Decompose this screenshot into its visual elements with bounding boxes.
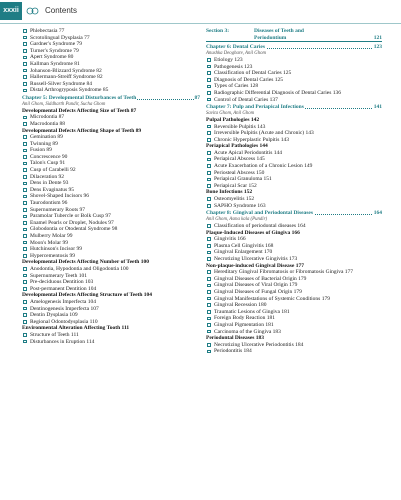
toc-entry-text: Macrodontia 88 [30, 120, 65, 127]
toc-entry [22, 114, 200, 121]
toc-entry [206, 243, 382, 250]
toc-entry [22, 233, 200, 240]
checkbox-bullet-icon [207, 158, 211, 162]
toc-entry-text: Dens Evaginatus 95 [30, 186, 74, 193]
checkbox-bullet-icon [23, 320, 27, 324]
toc-entry [206, 163, 382, 170]
toc-right-column [206, 28, 382, 355]
page-number: xxxii [0, 2, 22, 20]
checkbox-bullet-icon [23, 300, 27, 304]
toc-entry-text: Irreversible Pulpitis (Acute and Chronic) 143 [214, 130, 314, 137]
toc-entry [206, 97, 382, 104]
section-title-line1: Diseases of Teeth and [254, 28, 304, 34]
toc-entry [22, 87, 200, 94]
checkbox-bullet-icon [23, 122, 27, 126]
checkbox-bullet-icon [207, 323, 211, 327]
checkbox-bullet-icon [207, 58, 211, 62]
checkbox-bullet-icon [23, 135, 27, 139]
toc-entry-text: Gingival Manifestations of Systemic Conditions 179 [214, 295, 330, 302]
checkbox-bullet-icon [207, 290, 211, 294]
checkbox-bullet-icon [207, 204, 211, 208]
toc-entry [206, 83, 382, 90]
checkbox-bullet-icon [207, 277, 211, 281]
section-page: 121 [373, 34, 382, 41]
checkbox-bullet-icon [207, 197, 211, 201]
toc-entry-text: SAPHO Syndrome 163 [214, 202, 266, 209]
toc-entry-text: Structure of Teeth 111 [30, 331, 79, 338]
toc-entry-text: Radiographic Differential Diagnosis of Dental Caries 136 [214, 89, 341, 96]
checkbox-bullet-icon [207, 65, 211, 69]
checkbox-bullet-icon [23, 62, 27, 66]
toc-entry [206, 348, 382, 355]
toc-left-column [22, 28, 200, 345]
toc-entry-text: Acute Exacerbation of a Chronic Lesion 149 [214, 163, 313, 170]
checkbox-bullet-icon [207, 171, 211, 175]
toc-entry [22, 174, 200, 181]
toc-entry-text: Post-permanent Dentition 104 [30, 285, 97, 292]
toc-entry-text: Foreign Body Reaction 181 [214, 315, 275, 322]
chapter-heading [206, 210, 382, 217]
toc-entry [206, 296, 382, 303]
chapter-title: Chapter 7: Pulp and Periapical Infections [206, 104, 304, 111]
header-rule [0, 23, 401, 24]
toc-entry [206, 196, 382, 203]
checkbox-bullet-icon [23, 149, 27, 153]
toc-entry [22, 35, 200, 42]
checkbox-bullet-icon [207, 91, 211, 95]
toc-entry [22, 187, 200, 194]
toc-entry-text: Etiology 123 [214, 56, 243, 63]
toc-entry [22, 299, 200, 306]
toc-entry-text: Pathogenesis 123 [214, 63, 253, 70]
checkbox-bullet-icon [23, 75, 27, 79]
checkbox-bullet-icon [23, 280, 27, 284]
toc-entry [206, 249, 382, 256]
toc-entry-text: Russell-Silver Syndrome 84 [30, 80, 93, 87]
toc-subheading: Developmental Defects Affecting Number of Teeth 100 [22, 259, 149, 266]
toc-entry-text: Regional Odontodysplasia 110 [30, 318, 98, 325]
checkbox-bullet-icon [23, 36, 27, 40]
toc-subheading: Non-plaque-induced Gingival Disease 177 [206, 262, 304, 269]
toc-entry [206, 236, 382, 243]
checkbox-bullet-icon [23, 215, 27, 219]
toc-entry-text: Cusp of Carabelli 92 [30, 167, 76, 174]
checkbox-bullet-icon [23, 340, 27, 344]
toc-entry-text: Moon's Molar 99 [30, 239, 68, 246]
section-label: Section 3: [206, 28, 230, 34]
toc-entry [22, 306, 200, 313]
toc-entry [206, 342, 382, 349]
checkbox-bullet-icon [207, 224, 211, 228]
chapter-title: Chapter 5: Developmental Disturbances of Teeth [22, 95, 137, 102]
toc-right-entries [206, 43, 382, 355]
checkbox-bullet-icon [23, 56, 27, 60]
checkbox-bullet-icon [207, 125, 211, 129]
checkbox-bullet-icon [207, 244, 211, 248]
toc-entry [22, 266, 200, 273]
toc-entry [206, 269, 382, 276]
checkbox-bullet-icon [23, 307, 27, 311]
toc-subheading: Periodontal Diseases 183 [206, 335, 265, 342]
toc-entry-text: Gardner's Syndrome 79 [30, 41, 83, 48]
checkbox-bullet-icon [207, 237, 211, 241]
toc-entry-text: Hallermann-Streiff Syndrome 82 [30, 74, 103, 81]
checkbox-bullet-icon [207, 317, 211, 321]
checkbox-bullet-icon [207, 270, 211, 274]
toc-entry [206, 57, 382, 64]
checkbox-bullet-icon [23, 142, 27, 146]
toc-entry-text: Diagnosis of Dental Caries 125 [214, 76, 284, 83]
toc-entry [22, 167, 200, 174]
toc-entry-text: Hereditary Gingival Fibromatosis or Fibromatosis Gingiva 177 [214, 269, 354, 276]
chapter-page: 123 [373, 44, 382, 51]
checkbox-bullet-icon [23, 188, 27, 192]
toc-entry-text: Kallman Syndrome 81 [30, 60, 80, 67]
checkbox-bullet-icon [23, 221, 27, 225]
toc-entry-text: Dentinogenesis Imperfecta 107 [30, 305, 99, 312]
toc-entry-text: Supernumerary Teeth 101 [30, 272, 87, 279]
toc-entry [22, 286, 200, 293]
toc-entry [22, 147, 200, 154]
checkbox-bullet-icon [23, 228, 27, 232]
toc-entry-text: Supernumerary Roots 97 [30, 206, 85, 213]
toc-entry [22, 253, 200, 260]
toc-entry-text: Periodontitis 184 [214, 348, 252, 355]
checkbox-bullet-icon [23, 49, 27, 53]
ornament-icon [26, 5, 40, 17]
toc-entry [206, 170, 382, 177]
chapter-authors: Anil Ghom, Asma kala (Pundir) [206, 217, 268, 222]
checkbox-bullet-icon [207, 71, 211, 75]
chapter-title: Chapter 8: Gingival and Periodontal Diseases [206, 210, 314, 217]
toc-entry [22, 121, 200, 128]
toc-entry-text: Periapical Abscess 145 [214, 156, 265, 163]
toc-entry-text: Twinning 89 [30, 140, 58, 147]
chapter-heading [206, 104, 382, 111]
toc-entry [206, 223, 382, 230]
checkbox-bullet-icon [207, 297, 211, 301]
toc-entry [22, 332, 200, 339]
toc-entry [22, 312, 200, 319]
checkbox-bullet-icon [207, 330, 211, 334]
checkbox-bullet-icon [207, 85, 211, 89]
toc-entry [22, 61, 200, 68]
toc-entry [22, 180, 200, 187]
chapter-page: 164 [373, 210, 382, 217]
checkbox-bullet-icon [23, 29, 27, 33]
toc-entry [22, 154, 200, 161]
toc-subheading: Developmental Defects Affecting Shape of Teeth 89 [22, 127, 142, 134]
toc-entry-text: Dentin Dysplasia 109 [30, 312, 78, 319]
checkbox-bullet-icon [207, 184, 211, 188]
toc-entry [206, 130, 382, 137]
toc-entry-text: Classification of periodontal diseases 164 [214, 223, 306, 229]
checkbox-bullet-icon [207, 257, 211, 261]
toc-entry-text: Classification of Dental Caries 125 [214, 70, 292, 77]
toc-entry [206, 90, 382, 97]
toc-subheading: Environmental Alteration Affecting Tooth 111 [22, 325, 130, 332]
checkbox-bullet-icon [23, 69, 27, 73]
toc-entry-text: Phlebectasia 77 [30, 28, 65, 34]
toc-entry-text: Distal Arthrogryposis Syndrome 85 [30, 87, 109, 94]
toc-entry [22, 213, 200, 220]
section-rule [206, 41, 382, 42]
toc-entry [206, 329, 382, 336]
checkbox-bullet-icon [23, 201, 27, 205]
toc-entry-text: Necrotizing Ulcerative Gingivitis 173 [214, 255, 298, 262]
chapter-authors: Anushka Deoghare, Anil Ghom [206, 50, 266, 56]
toc-entry [206, 183, 382, 190]
checkbox-bullet-icon [23, 313, 27, 317]
toc-entry-text: Anodontia, Hypodontia and Oligodontia 100 [30, 265, 129, 272]
chapter-heading [22, 95, 200, 102]
toc-entry [206, 70, 382, 77]
chapter-page: 87 [194, 95, 200, 102]
checkbox-bullet-icon [207, 164, 211, 168]
checkbox-bullet-icon [207, 284, 211, 288]
chapter-title: Chapter 6: Dental Caries [206, 44, 266, 51]
toc-entry-text: Gingival Diseases of Bacterial Origin 179 [214, 275, 307, 282]
toc-entry-text: Johanson-Blizzard Syndrome 82 [30, 67, 102, 74]
checkbox-bullet-icon [207, 138, 211, 142]
checkbox-bullet-icon [23, 247, 27, 251]
toc-entry-text: Shovel-Shaped Incisors 96 [30, 193, 89, 200]
toc-entry [22, 193, 200, 200]
toc-entry-text: Periapical Scar 152 [214, 182, 257, 189]
toc-subheading: Periapical Pathologies 144 [206, 143, 268, 150]
checkbox-bullet-icon [23, 208, 27, 212]
toc-entry-text: Gingival Diseases of Viral Origin 179 [214, 282, 298, 289]
chapter-page: 141 [373, 104, 382, 111]
toc-entry-text: Carcinoma of the Gingiva 183 [214, 328, 281, 335]
section-title-line2: Periodontium [254, 34, 287, 41]
toc-entry [22, 134, 200, 141]
checkbox-bullet-icon [207, 350, 211, 354]
checkbox-bullet-icon [207, 310, 211, 314]
toc-entry-text: Traumatic Lesions of Gingiva 181 [214, 308, 290, 315]
toc-entry-text: Periosteal Abscess 150 [214, 169, 265, 176]
toc-entry-text: Disturbances in Eruption 114 [30, 338, 95, 345]
checkbox-bullet-icon [207, 178, 211, 182]
checkbox-bullet-icon [207, 303, 211, 307]
toc-entry-text: Fusion 89 [30, 147, 52, 154]
toc-entry-text: Microdontia 87 [30, 114, 65, 121]
toc-entry [22, 141, 200, 148]
toc-entry-text: Concrescence 90 [30, 153, 68, 160]
chapter-heading [206, 44, 382, 51]
toc-entry-text: Osteomyelitis 152 [214, 196, 255, 203]
checkbox-bullet-icon [23, 287, 27, 291]
toc-entry-text: Plasma Cell Gingivitis 168 [214, 242, 274, 249]
toc-entry [206, 282, 382, 289]
toc-entry [206, 309, 382, 316]
toc-entry [22, 28, 200, 35]
toc-entry-text: Periapical Granuloma 151 [214, 176, 272, 183]
toc-entry [22, 207, 200, 214]
toc-entry [206, 289, 382, 296]
checkbox-bullet-icon [23, 234, 27, 238]
checkbox-bullet-icon [207, 78, 211, 82]
toc-entry-text: Hypercementosis 99 [30, 252, 76, 259]
checkbox-bullet-icon [23, 155, 27, 159]
toc-entry-text: Taurodontism 96 [30, 200, 68, 207]
checkbox-bullet-icon [23, 168, 27, 172]
toc-entry-text: Control of Dental Caries 137 [214, 96, 278, 103]
checkbox-bullet-icon [207, 151, 211, 155]
checkbox-bullet-icon [23, 182, 27, 186]
toc-entry-text: Necrotizing Ulcerative Periodontitis 184 [214, 341, 304, 348]
checkbox-bullet-icon [23, 254, 27, 258]
checkbox-bullet-icon [23, 333, 27, 337]
toc-entry-text: Reversible Pulpitis 143 [214, 123, 266, 130]
toc-entry-text: Gingival Pigmentation 181 [214, 321, 274, 328]
toc-entry-text: Enamel Pearls or Droplet, Nodules 97 [30, 219, 114, 226]
page-header [0, 0, 401, 22]
toc-entry [206, 302, 382, 309]
toc-entry [206, 256, 382, 263]
toc-entry-text: Dens in Dente 93 [30, 180, 69, 187]
toc-entry [22, 240, 200, 247]
checkbox-bullet-icon [23, 195, 27, 199]
toc-entry [206, 322, 382, 329]
checkbox-bullet-icon [207, 98, 211, 102]
checkbox-bullet-icon [23, 241, 27, 245]
toc-entry [22, 74, 200, 81]
toc-entry [206, 150, 382, 157]
toc-entry-text: Dilaceration 92 [30, 173, 65, 180]
toc-entry-text: Talon's Cusp 91 [30, 160, 66, 167]
chapter-authors: Anil Ghom, Siddharth Pundir, Sucha Ghom [22, 101, 106, 107]
checkbox-bullet-icon [23, 42, 27, 46]
toc-entry-text: Apert Syndrome 80 [30, 54, 74, 61]
toc-subheading: Bone Infections 152 [206, 189, 253, 196]
checkbox-bullet-icon [23, 274, 27, 278]
toc-entry [206, 137, 382, 144]
checkbox-bullet-icon [23, 162, 27, 166]
toc-entry [22, 273, 200, 280]
toc-entry [22, 220, 200, 227]
toc-subheading: Developmental Defects Affecting Structure of Teeth 104 [22, 292, 153, 299]
page-title: Contents [45, 6, 78, 15]
toc-subheading: Pulpal Pathologies 142 [206, 116, 260, 123]
toc-entry [22, 226, 200, 233]
checkbox-bullet-icon [23, 82, 27, 86]
toc-entry [22, 319, 200, 326]
toc-entry [22, 200, 200, 207]
section-heading [206, 28, 382, 41]
checkbox-bullet-icon [23, 267, 27, 271]
toc-entry-text: Mulberry Molar 99 [30, 233, 73, 239]
toc-entry [22, 41, 200, 48]
checkbox-bullet-icon [23, 89, 27, 93]
toc-subheading: Developmental Defects Affecting Size of Teeth 87 [22, 107, 137, 114]
toc-entry [22, 48, 200, 55]
chapter-authors: Savita Ghom, Anil Ghom [206, 110, 255, 116]
toc-entry-text: Gingivitis 166 [214, 236, 246, 243]
toc-entry [22, 246, 200, 253]
toc-subheading: Plaque-Induced Diseases of Gingiva 166 [206, 229, 300, 236]
toc-entry [22, 279, 200, 286]
toc-entry [22, 54, 200, 61]
toc-entry-text: Globodontia or Otodental Syndrome 98 [30, 226, 118, 233]
toc-entry [22, 81, 200, 88]
toc-entry-text: Acute Apical Periodontitis 144 [214, 149, 282, 156]
toc-entry-text: Turner's Syndrome 79 [30, 47, 79, 54]
toc-entry-text: Gingival Enlargement 170 [214, 249, 273, 256]
toc-entry-text: Amelogenesis Imperfecta 104 [30, 298, 96, 305]
toc-entry-text: Gingival Recession 180 [214, 302, 267, 309]
checkbox-bullet-icon [23, 116, 27, 120]
toc-entry-text: Scrotolingual Dysplasia 77 [30, 34, 90, 41]
toc-entry [206, 315, 382, 322]
checkbox-bullet-icon [23, 175, 27, 179]
toc-entry-text: Chronic Hyperplastic Pulpitis 143 [214, 136, 290, 143]
toc-entry [206, 203, 382, 210]
checkbox-bullet-icon [207, 251, 211, 255]
toc-entry-text: Gemination 89 [30, 134, 63, 141]
toc-entry-text: Hutchinson's Incisor 99 [30, 246, 83, 253]
toc-entry [22, 339, 200, 346]
toc-entry [206, 176, 382, 183]
toc-entry-text: Paramolar Tubercle or Bolk Cusp 97 [30, 213, 111, 220]
toc-entry-text: Gingival Diseases of Fungal Origin 179 [214, 288, 302, 295]
checkbox-bullet-icon [207, 131, 211, 135]
toc-entry-text: Types of Caries 128 [214, 83, 259, 90]
toc-entry-text: Pre-deciduous Dentition 103 [30, 279, 94, 286]
checkbox-bullet-icon [207, 343, 211, 347]
